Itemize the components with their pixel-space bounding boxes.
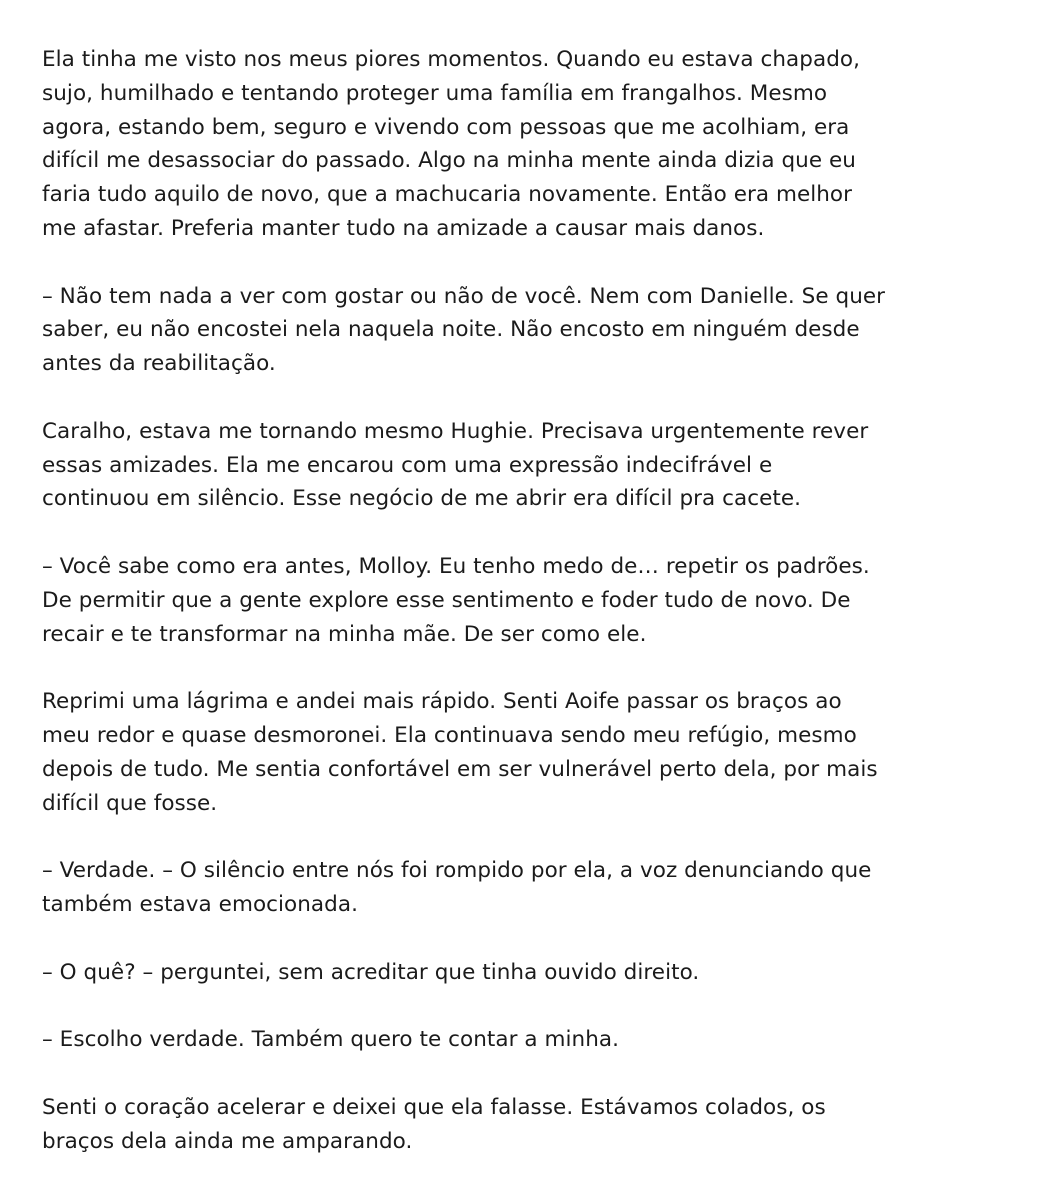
- paragraph-4: – Você sabe como era antes, Molloy. Eu tenho medo de… repetir os padrões. De permitir que a gente explore esse sentimento e foder tudo de novo. De recair e te transformar na minha mãe. De ser como ele.: [42, 553, 870, 647]
- document-body: [42, 43, 1017, 1158]
- paragraph-7: – O quê? – perguntei, sem acreditar que tinha ouvido direito.: [42, 959, 700, 985]
- paragraph-9: Senti o coração acelerar e deixei que ela falasse. Estávamos colados, os braços dela ainda me amparando.: [42, 1094, 826, 1154]
- paragraph-3: Caralho, estava me tornando mesmo Hughie. Precisava urgentemente rever essas amizades. Ela me encarou com uma expressão indecifrável e continuou em silêncio. Esse negócio de me abrir era difícil pra cacete.: [42, 418, 869, 512]
- paragraph-1: Ela tinha me visto nos meus piores momentos. Quando eu estava chapado, sujo, humilhado e tentando proteger uma família em frangalhos. Mesmo agora, estando bem, seguro e vivendo com pessoas que me acolhiam, era difícil me desassociar do passado. Algo na minha mente ainda dizia que eu faria tudo aquilo de novo, que a machucaria novamente. Então era melhor me afastar. Preferia manter tudo na amizade a causar mais danos.: [42, 47, 860, 241]
- paragraph-6: – Verdade. – O silêncio entre nós foi rompido por ela, a voz denunciando que também estava emocionada.: [42, 858, 872, 917]
- paragraph-2: – Não tem nada a ver com gostar ou não de você. Nem com Danielle. Se quer saber, eu não encostei nela naquela noite. Não encosto em ninguém desde antes da reabilitação.: [42, 283, 886, 377]
- paragraph-8: – Escolho verdade. Também quero te contar a minha.: [42, 1027, 619, 1053]
- paragraph-5: Reprimi uma lágrima e andei mais rápido. Senti Aoife passar os braços ao meu redor e quase desmoronei. Ela continuava sendo meu refúgio, mesmo depois de tudo. Me sentia confortável em ser vulnerável perto dela, por mais difícil que fosse.: [42, 689, 878, 816]
